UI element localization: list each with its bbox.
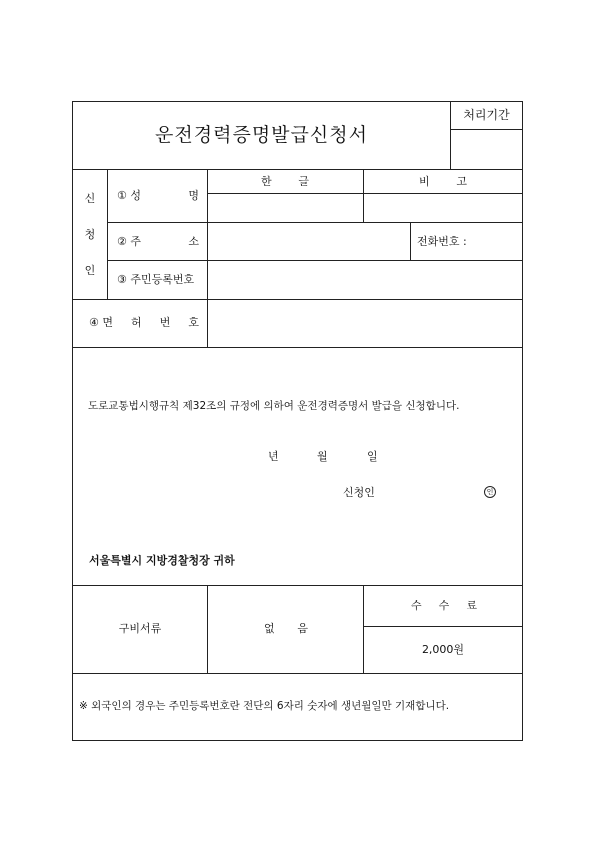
license-number-label [89,316,199,330]
footnote: ※ 외국인의 경우는 주민등록번호란 전단의 6자리 숫자에 생년월일만 기재합니다. [79,700,450,712]
address-label-part: ② 주 [117,235,141,248]
license-number-field[interactable] [208,300,522,347]
application-form [72,101,523,741]
resident-number-label: ③ 주민등록번호 [117,273,195,286]
row-divider [73,673,522,674]
required-documents-value [264,622,308,636]
license-label-part: ④ 면 [89,316,113,329]
row-divider [450,129,523,130]
applicant-label-char: 청 [84,228,96,241]
form-title: 운전경력증명발급신청서 [155,124,368,146]
row-divider [73,585,522,586]
name-label-part: 명 [188,189,199,202]
remarks-header [419,175,467,189]
address-field[interactable] [208,223,410,260]
processing-period-label: 처리기간 [463,108,510,122]
row-divider [364,626,522,627]
fee-label [411,599,477,613]
fee-label-char: 수 [411,599,422,612]
application-statement: 도로교통법시행규칙 제32조의 규정에 의하여 운전경력증명서 발급을 신청합니다. [88,400,460,412]
remarks-char: 비 [419,175,430,188]
col-divider [207,585,208,673]
row-divider [73,347,522,348]
hangul-char: 글 [298,175,309,188]
address-label [117,235,199,249]
license-label-part: 허 [131,316,142,329]
hangul-char: 한 [261,175,272,188]
resident-number-field[interactable] [208,261,522,299]
address-label-part: 소 [188,235,199,248]
col-divider [363,585,364,673]
date-month-label: 월 [317,450,328,463]
date-day-label: 일 [367,450,378,463]
hangul-header [261,175,309,189]
applicant-signature-label: 신청인 [343,486,375,499]
documents-value-char: 없 [264,622,275,635]
fee-value: 2,000원 [421,643,465,656]
recipient: 서울특별시 지방경찰청장 귀하 [89,554,235,567]
phone-label: 전화번호 : [417,235,467,248]
applicant-label-char: 신 [84,192,96,205]
seal-mark [484,486,496,498]
seal-text: 인 [486,488,494,496]
fee-label-char: 료 [466,599,477,612]
license-label-part: 번 [159,316,171,329]
remarks-field[interactable] [364,194,522,222]
name-label [117,189,199,203]
license-label-part: 호 [188,316,199,329]
date-year-label: 년 [268,450,279,463]
col-divider [107,169,108,299]
name-hangul-field[interactable] [208,194,363,222]
documents-value-char: 음 [297,622,308,635]
col-divider [410,222,411,260]
name-label-part: ① 성 [117,189,141,202]
fee-label-char: 수 [438,599,450,612]
required-documents-label: 구비서류 [118,622,162,635]
remarks-char: 고 [456,175,467,188]
applicant-label-char: 인 [84,264,96,277]
row-divider [73,169,522,170]
